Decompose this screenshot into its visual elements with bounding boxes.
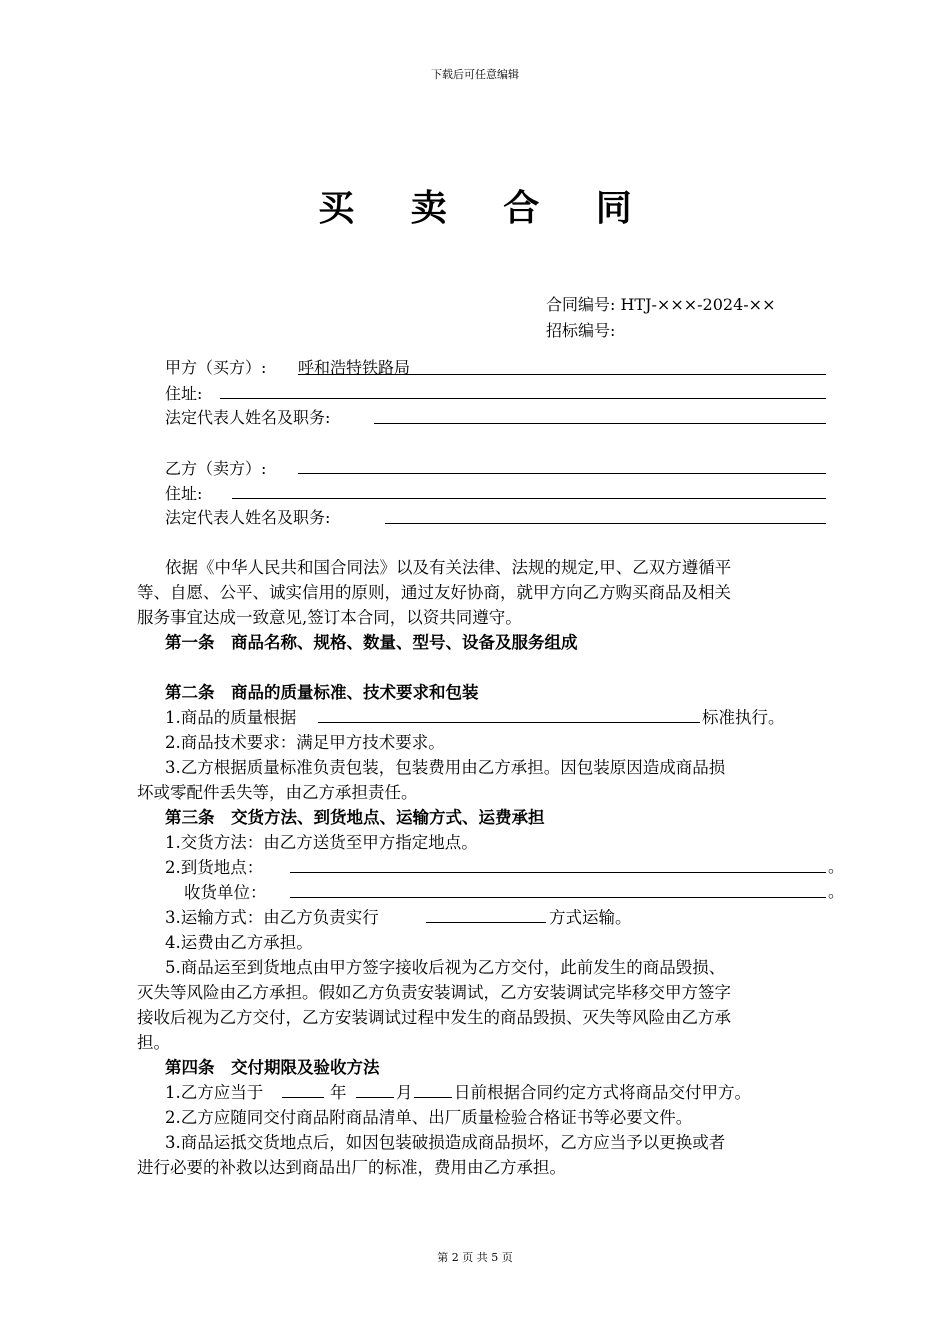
intro-line-3: 服务事宜达成一致意见,签订本合同，以资共同遵守。	[137, 608, 522, 627]
party-b-label: 乙方（卖方）:	[165, 459, 267, 478]
article-3-item-5-line-2: 灭失等风险由乙方承担。假如乙方负责安装调试，乙方安装调试完毕移交甲方签字	[137, 983, 731, 1002]
party-a-label: 甲方（买方）:	[165, 358, 267, 377]
delivery-year-label: 年	[330, 1083, 347, 1102]
article-3-item-5-line-3: 接收后视为乙方交付，乙方安装调试过程中发生的商品毁损、灭失等风险由乙方承	[137, 1008, 731, 1027]
party-a-name: 呼和浩特铁路局	[298, 358, 411, 377]
delivery-day-line	[414, 1097, 452, 1098]
article-1-title: 第一条 商品名称、规格、数量、型号、设备及服务组成	[165, 633, 578, 652]
article-3-receiving-unit: 收货单位：	[184, 883, 267, 902]
document-title: 买 卖 合 同	[318, 187, 654, 229]
delivery-month-label: 月	[396, 1083, 413, 1102]
page-footer: 第 2 页 共 5 页	[437, 1251, 513, 1264]
party-b-rep-line	[385, 523, 826, 524]
receiving-unit-period: 。	[828, 882, 845, 901]
article-2-item-1: 1.商品的质量根据	[165, 708, 297, 727]
party-a-underline	[298, 374, 826, 375]
article-3-item-1: 1.交货方法：由乙方送货至甲方指定地点。	[165, 833, 478, 852]
quality-standard-line	[318, 722, 700, 723]
article-3-item-5-line-4: 担。	[137, 1033, 170, 1052]
transport-method-line	[426, 922, 546, 923]
article-4-item-3-line-1: 3.商品运抵交货地点后，如因包装破损造成商品损坏，乙方应当予以更换或者	[165, 1133, 726, 1152]
party-a-rep-label: 法定代表人姓名及职务:	[165, 408, 331, 427]
delivery-year-line	[282, 1097, 324, 1098]
article-2-title: 第二条 商品的质量标准、技术要求和包装	[165, 683, 479, 702]
delivery-location-period: 。	[828, 857, 845, 876]
article-4-item-1-end: 日前根据合同约定方式将商品交付甲方。	[454, 1083, 751, 1102]
party-a-rep-line	[374, 423, 826, 424]
party-a-address-line	[220, 398, 826, 399]
article-3-item-3: 3.运输方式：由乙方负责实行	[165, 908, 379, 927]
article-3-item-2: 2.到货地点：	[165, 858, 264, 877]
article-2-item-3-line-2: 坏或零配件丢失等，由乙方承担责任。	[137, 783, 418, 802]
article-3-title: 第三条 交货方法、到货地点、运输方式、运费承担	[165, 808, 545, 827]
article-2-item-1-end: 标准执行。	[702, 708, 785, 727]
party-b-rep-label: 法定代表人姓名及职务:	[165, 508, 331, 527]
article-3-item-4: 4.运费由乙方承担。	[165, 933, 313, 952]
article-3-item-3-end: 方式运输。	[549, 908, 632, 927]
tender-number: 招标编号:	[546, 321, 616, 340]
receiving-unit-line	[290, 897, 826, 898]
contract-number: 合同编号: HTJ-×××-2024-××	[546, 295, 776, 314]
party-b-underline	[298, 473, 826, 474]
intro-line-2: 等、自愿、公平、诚实信用的原则，通过友好协商，就甲方向乙方购买商品及相关	[137, 583, 731, 602]
article-2-item-3-line-1: 3.乙方根据质量标准负责包装，包装费用由乙方承担。因包装原因造成商品损	[165, 758, 726, 777]
party-b-address-label: 住址:	[165, 484, 203, 503]
article-2-item-2: 2.商品技术要求：满足甲方技术要求。	[165, 733, 445, 752]
article-4-item-1: 1.乙方应当于	[165, 1083, 264, 1102]
article-4-item-2: 2.乙方应随同交付商品附商品清单、出厂质量检验合格证书等必要文件。	[165, 1108, 693, 1127]
intro-line-1: 依据《中华人民共和国合同法》以及有关法律、法规的规定,甲、乙双方遵循平	[165, 558, 732, 577]
article-3-item-5-line-1: 5.商品运至到货地点由甲方签字接收后视为乙方交付，此前发生的商品毁损、	[165, 958, 726, 977]
delivery-month-line	[356, 1097, 394, 1098]
article-4-title: 第四条 交付期限及验收方法	[165, 1058, 380, 1077]
delivery-location-line	[290, 872, 826, 873]
page-header: 下载后可任意编辑	[431, 68, 519, 81]
party-b-address-line	[232, 498, 826, 499]
party-a-address-label: 住址:	[165, 384, 203, 403]
article-4-item-3-line-2: 进行必要的补救以达到商品出厂的标准，费用由乙方承担。	[137, 1158, 566, 1177]
